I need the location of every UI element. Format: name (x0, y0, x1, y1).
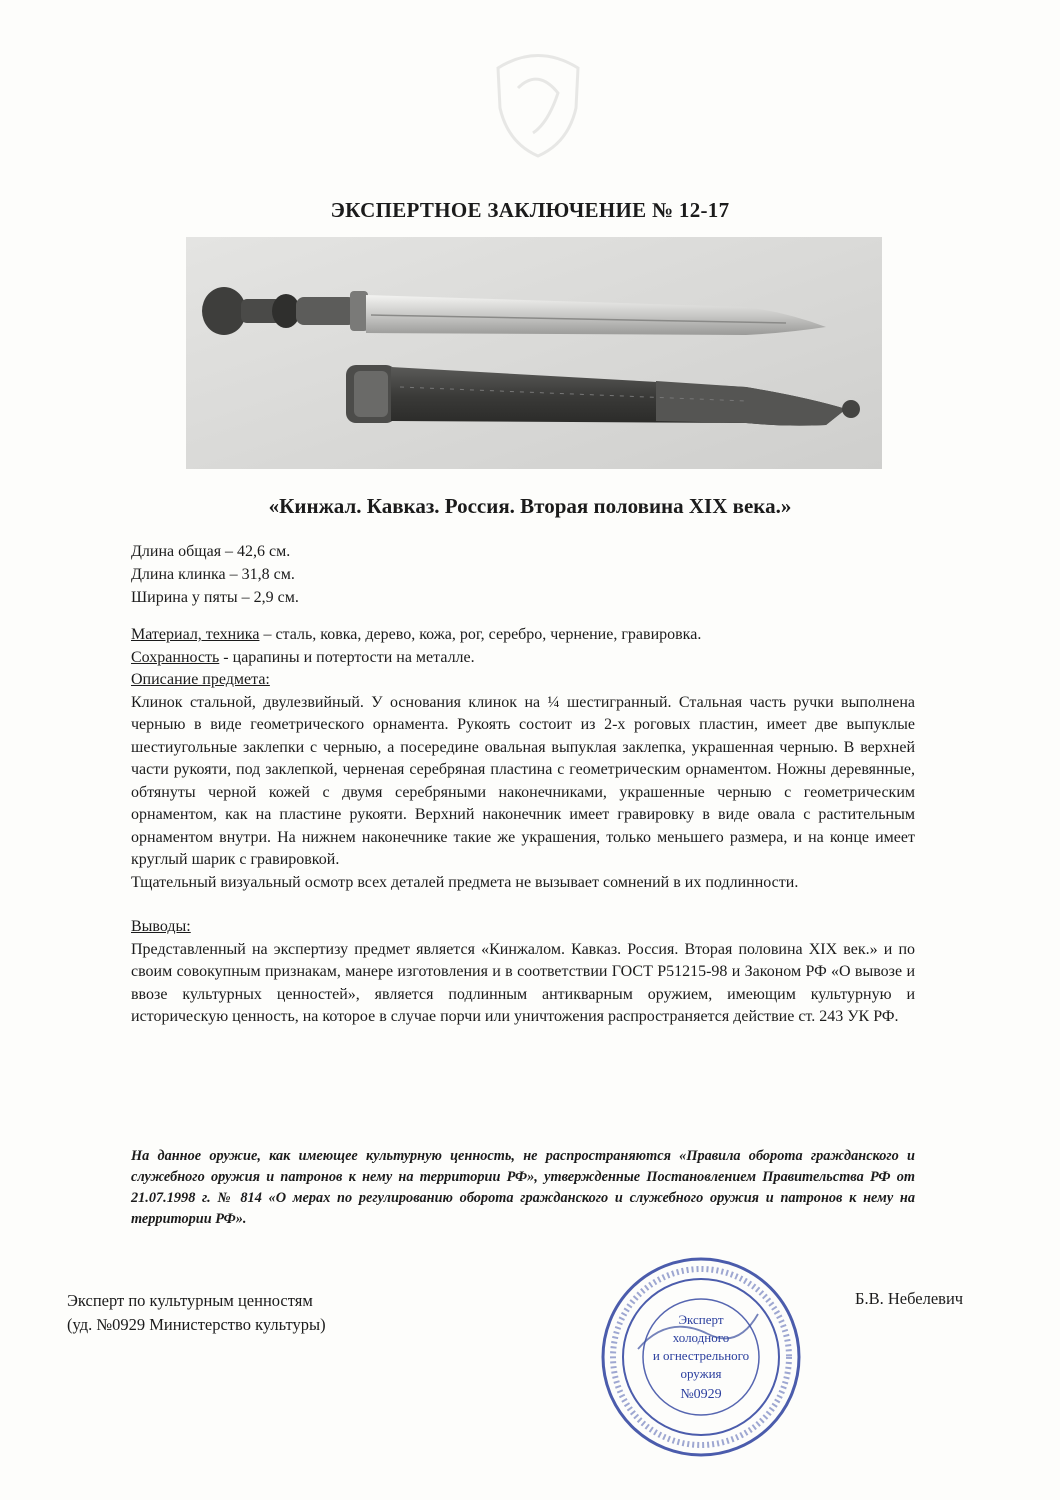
dagger-and-scabbard-icon (186, 237, 882, 469)
signature-role-line2: (уд. №0929 Министерство культуры) (67, 1315, 326, 1334)
stamp-line2: холодного (672, 1330, 730, 1345)
conclusions-label: Выводы: (131, 918, 191, 935)
item-title: «Кинжал. Кавказ. Россия. Вторая половина XIX века.» (268, 494, 792, 518)
material-text: – сталь, ковка, дерево, кожа, рог, серебро, чернение, гравировка. (259, 626, 702, 643)
legal-note: На данное оружие, как имеющее культурную ценность, не распространяются «Правила оборота гражданского и служебного оружия и патронов к нему на территории РФ», утвержденные Постановлением Правительства РФ от 21.07.1998 г. № 814 «О мерах по регулированию оборота гражданского и служебного оружия и патронов к нему на территории РФ». (131, 1148, 915, 1227)
dimensions-list (131, 540, 299, 609)
signature-role-line1: Эксперт по культурным ценностям (67, 1291, 313, 1310)
stamp-line3: и огнестрельного (652, 1348, 750, 1363)
dimension-width-at-heel: Ширина у пяты – 2,9 см. (131, 589, 299, 606)
dimension-blade-length: Длина клинка – 31,8 см. (131, 566, 295, 583)
spacer (131, 894, 915, 916)
signature-role (67, 1289, 326, 1337)
dimension-total-length: Длина общая – 42,6 см. (131, 543, 291, 560)
dagger-photo (186, 237, 882, 469)
stamp-line4: оружия (680, 1366, 722, 1381)
inspection-text: Тщательный визуальный осмотр всех деталей предмета не вызывает сомнений в их подлинности. (131, 873, 799, 891)
material-line (131, 624, 915, 647)
material-label: Материал, техника (131, 626, 260, 643)
description-text: Клинок стальной, двулезвийный. У основания клинок на ¼ шестигранный. Стальная часть ручки выполнена черныю в виде геометрического орнамента. Рукоять состоит из 2-х роговых пластин, имеет две выпуклые шестиугольные заклепки с черныю, а посередине овальная выпуклая заклепка, украшенная черныю. В верхней части рукояти, под заклепкой, черненая серебряная пластина с геометрическим орнаментом. Ножны деревянные, обтянуты черной кожей с двумя серебряными наконечниками, украшенные черныю с геометрическим орнаментом, как на пластине рукояти. Верхний наконечник имеет гравировку в виде овала с растительным орнаментом внутри. На нижнем наконечнике такие же украшения, только меньшего размера, и на конце имеет круглый шарик с гравировкой. (131, 693, 915, 868)
signature-name: Б.В. Небелевич (855, 1289, 964, 1308)
condition-line (131, 647, 915, 670)
official-stamp-icon (598, 1254, 804, 1460)
stamp-line1: Эксперт (678, 1312, 724, 1327)
watermark-emblem-icon (488, 48, 588, 158)
description-label: Описание предмета: (131, 671, 270, 688)
document-body (131, 624, 915, 1029)
condition-text: - царапины и потертости на металле. (219, 648, 475, 666)
document-title: ЭКСПЕРТНОЕ ЗАКЛЮЧЕНИЕ № 12-17 (330, 198, 730, 222)
conclusions-text: Представленный на экспертизу предмет является «Кинжалом. Кавказ. Россия. Вторая половина XIX век.» и по своим совокупным признакам, манере изготовления и в соответствии ГОСТ Р51215-98 и Законом РФ «О вывозе и ввозе культурных ценностей», является подлинным антикварным оружием, имеющим культурную и историческую ценность, на которое в случае порчи или уничтожения распространяется действие ст. 243 УК РФ. (131, 940, 915, 1025)
condition-label: Сохранность (131, 648, 220, 666)
stamp-number: №0929 (680, 1387, 722, 1402)
